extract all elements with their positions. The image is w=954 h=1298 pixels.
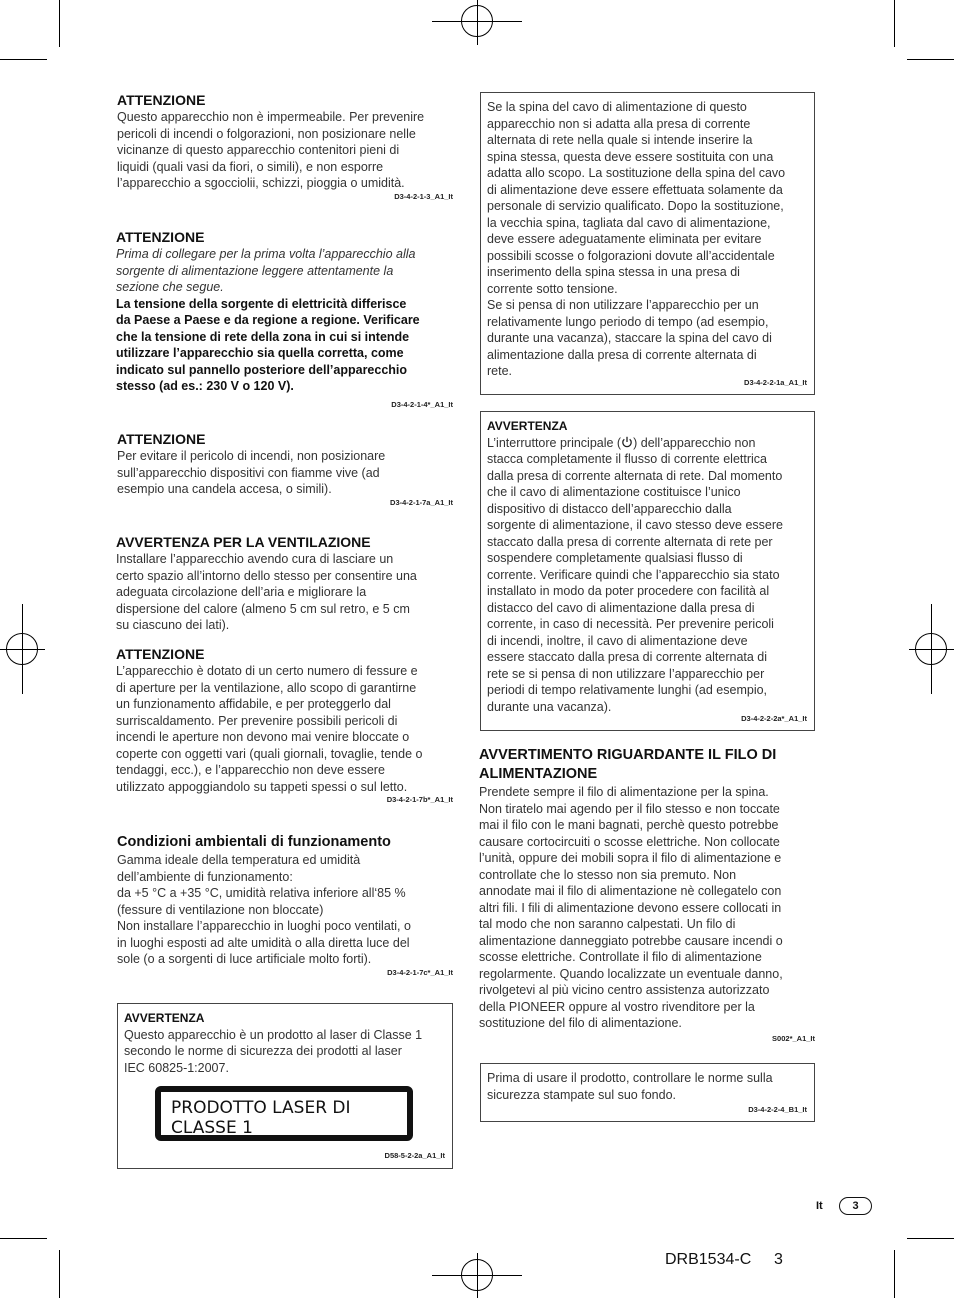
box-body: Se la spina del cavo di alimentazione di questo apparecchio non si adatta alla presa di corrente alternata di rete nella quale si intende inserire la spina stessa, questa deve essere sostituita con una adatta allo scopo. La sostituzione della spina del cavo di alimentazione deve essere effettuata solamente da personale di servizio qualificato. Dopo la sostituzione, la vecchia spina, tagliata dal cavo di alimentazione, deve essere adeguatamente eliminata per evitare possibili scosse o folgorazioni dovute all’accidentale inserimento della spina stessa in una presa di corrente sotto tensione. Se si pensa di non utilizzare l’apparecchio per un relativamente lungo periodo di tempo (ad esempio, durante una vacanza), staccare la spina del cavo di alimentazione dalla presa di corrente alternata di rete.	[487, 100, 786, 378]
section-voltage-warning	[116, 228, 453, 410]
section-body: Per evitare il pericolo di incendi, non posizionare sull’apparecchio dispositivi con fiamme vive (ad esempio una candela accesa, o simili).	[117, 449, 386, 496]
section-fire-warning	[117, 430, 453, 508]
power-icon	[621, 436, 633, 448]
reference-code: D3-4-2-1-3_A1_It	[394, 191, 453, 201]
box-first-line	[487, 435, 808, 452]
section-openings-warning	[116, 645, 453, 805]
box-body: Prima di usare il prodotto, controllare le norme sulla sicurezza stampate sul suo fondo.	[487, 1071, 773, 1102]
box-first-line-a: L’interruttore principale (	[487, 435, 622, 450]
reference-code: D3-4-2-2-2a*_A1_It	[741, 714, 807, 723]
section-body: L’apparecchio è dotato di un certo numero di fessure e di aperture per la ventilazione, allo scopo di garantirne un funzionamento affidabile, e per proteggerlo dal surriscaldamento. Per prevenire possibili pericoli di incendi le aperture non devono mai venire bloccate o coperte con oggetti vari (quali giornali, tovaglie, tende o tendaggi, ecc.), e l’apparecchio non deve essere utilizzato appoggiandolo su tappeti spessi o sul letto.	[116, 664, 423, 794]
section-power-cord	[479, 746, 815, 1044]
section-heading: ATTENZIONE	[117, 431, 206, 447]
document-page: 3	[774, 1251, 783, 1268]
section-italic-note: Prima di collegare per la prima volta l’apparecchio alla sorgente di alimentazione leggere attentamente la sezione che segue.	[116, 247, 416, 294]
section-water-warning	[117, 91, 453, 202]
main-switch-warning-box	[480, 411, 815, 731]
section-heading: ATTENZIONE	[117, 92, 206, 108]
box-heading: AVVERTENZA	[124, 1011, 205, 1025]
box-first-line-b: ) dell’apparecchio non	[633, 435, 756, 450]
section-body: Gamma ideale della temperatura ed umidità dell’ambiente di funzionamento: da +5 °C a +35 °C, umidità relativa inferiore all‘85 % (fessure di ventilazione non bloccate) Non installare l’apparecchio in luoghi poco ventilati, o in luoghi esposti ad alte umidità o alla diretta luce del sole (o a sorgenti di luce artificiale molto forti).	[117, 853, 411, 966]
section-bold-body: La tensione della sorgente di elettricità differisce da Paese a Paese e da regione a regione. Verificare che la tensione di rete della zona in cui si intende utilizzare l’apparecchio sia quella corretta, come indicato sul pannello posteriore dell’apparecchio stesso (ad es.: 230 V o 120 V).	[116, 296, 420, 393]
language-label: It	[816, 1200, 823, 1212]
section-body: Prendete sempre il filo di alimentazione per la spina. Non tiratelo mai agendo per il filo stesso e non toccate mai il filo con le mani bagnati, perchè questo potrebbe causare cortocircuiti o scosse elettriche. Non collocate l’unità, oppure dei mobili sopra il filo di alimentazione e controllate che lo stesso non sia premuto. Non annodate mai il filo di alimentazione nè collegatelo con altri fili. I fili di alimentazione devono essere collocati in tal modo che non saranno calpestati. Un filo di alimentazione danneggiato potrebbe causare incendi o scosse elettriche. Controllate il filo di alimentazione regolarmente. Quando localizzate un eventuale danno, rivolgetevi al più vicino centro assistenza autorizzato della PIONEER oppure al vostro rivenditore per la sostituzione del filo di alimentazione.	[479, 785, 783, 1030]
document-code: DRB1534-C	[665, 1251, 752, 1268]
section-ventilation	[116, 533, 453, 634]
section-heading: AVVERTIMENTO RIGUARDANTE IL FILO DI ALIMENTAZIONE	[479, 747, 777, 782]
page-number-badge: 3	[839, 1197, 872, 1215]
reference-code: D3-4-2-1-7c*_A1_It	[387, 967, 453, 977]
reference-code: D3-4-2-1-4*_A1_It	[391, 399, 453, 409]
laser-class-text: PRODOTTO LASER DI CLASSE 1	[171, 1098, 351, 1138]
laser-class-label	[155, 1086, 413, 1141]
reference-code: D3-4-2-2-4_B1_It	[748, 1105, 807, 1114]
section-heading: ATTENZIONE	[116, 229, 205, 245]
section-heading: Condizioni ambientali di funzionamento	[117, 834, 391, 850]
section-body: Installare l’apparecchio avendo cura di lasciare un certo spazio all’intorno dello stesso per consentire una adeguata circolazione dell’aria e migliorare la dispersione del calore (almeno 5 cm sul retro, e 5 cm su ciascuno dei lati).	[116, 552, 417, 632]
box-body: Questo apparecchio è un prodotto al laser di Classe 1 secondo le norme di sicurezza dei prodotti al laser IEC 60825-1:2007.	[124, 1027, 423, 1075]
reference-code: D3-4-2-2-1a_A1_It	[744, 378, 807, 387]
safety-label-box	[480, 1063, 815, 1122]
plug-replacement-box	[480, 92, 815, 395]
section-environment	[117, 833, 453, 978]
reference-code: S002*_A1_It	[772, 1033, 815, 1043]
box-body: stacca completamente il flusso di corrente elettrica dalla presa di corrente alternata di rete. Dal momento che il cavo di alimentazione costituisce l’unico dispositivo di distacco dell’apparecchio dalla sorgente di alimentazione, il cavo stesso deve essere staccato dalla presa di corrente alternata di rete per sospendere completamente qualsiasi flusso di corrente. Verificare quindi che l’apparecchio sia stato installato in modo da poter procedere con facilità al distacco del cavo di alimentazione dalla presa di corrente, in caso di necessità. Per prevenire pericoli di incendi, inoltre, il cavo di alimentazione deve essere staccato dalla presa di corrente alternata di rete se si pensa di non utilizzare l’apparecchio per periodi di tempo relativamente lunghi (ad esempio, durante una vacanza).	[487, 452, 783, 714]
reference-code: D58-5-2-2a_A1_It	[384, 1151, 445, 1160]
box-heading: AVVERTENZA	[487, 419, 568, 433]
reference-code: D3-4-2-1-7b*_A1_It	[386, 795, 453, 804]
section-heading: ATTENZIONE	[116, 646, 205, 662]
section-heading: AVVERTENZA PER LA VENTILAZIONE	[116, 534, 371, 550]
reference-code: D3-4-2-1-7a_A1_It	[390, 497, 453, 507]
section-body: Questo apparecchio non è impermeabile. Per prevenire pericoli di incendi o folgorazioni, non posizionare nelle vicinanze di questo apparecchio contenitori pieni di liquidi (quali vasi da fiori, o simili), e non esporre l’apparecchio a sgocciolii, schizzi, pioggia o umidità.	[117, 110, 425, 190]
